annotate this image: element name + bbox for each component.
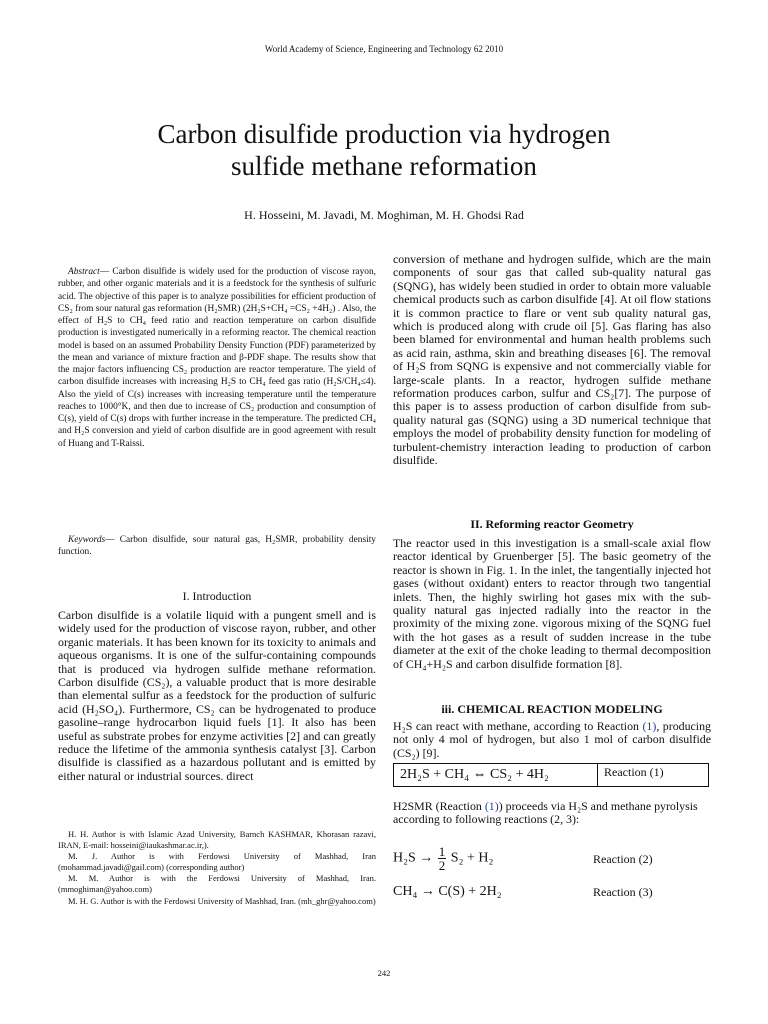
reaction-1-link[interactable]: (1) — [642, 719, 657, 733]
section-3-text-a: H₂S can react with methane, according to Reaction — [393, 719, 643, 733]
section-3-heading: iii. CHEMICAL REACTION MODELING — [441, 702, 663, 716]
title-line-1: Carbon disulfide production via hydrogen — [157, 119, 611, 149]
section-3-paragraph — [393, 720, 711, 760]
title-line-2: sulfide methane reformation — [231, 151, 537, 181]
section-3-text2-b: ) proceeds via H₂S and methane pyrolysis according to following reactions (2, 3): — [393, 799, 698, 827]
footnote: M. H. G. Author is with the Ferdowsi University of Mashhad, Iran. (mh_ghr@yahoo.com) — [68, 895, 376, 906]
abstract-label: Abstract — [68, 267, 100, 277]
reaction-1-equation: 2H₂S + CH₄ ⇔ CS₂ + 4H₂ — [394, 764, 598, 786]
keywords-label: Keywords — [68, 535, 106, 545]
section-3-text-b: , producing not only 4 mol of hydrogen, but also 1 mol of carbon disulfide (CS₂) [9]. — [393, 719, 711, 760]
reaction-1-link-2[interactable]: (1) — [484, 799, 499, 813]
journal-header: World Academy of Science, Engineering and Technology 62 2010 — [264, 44, 504, 54]
page-number: 242 — [377, 968, 391, 978]
reaction-1-box — [393, 763, 709, 787]
section-3-paragraph-2 — [393, 800, 711, 827]
footnote: M. J. Author is with Ferdowsi University of Mashhad, Iran (mohammad.javadi@gail.com) (corresponding author) — [58, 851, 376, 873]
keywords-text: — Carbon disulfide, sour natural gas, H₂SMR, probability density function. — [58, 535, 376, 558]
fraction-numerator: 1 — [438, 844, 446, 859]
author-list: H. Hosseini, M. Javadi, M. Moghiman, M. H. Ghodsi Rad — [244, 208, 524, 222]
intro-heading: I. Introduction — [182, 589, 252, 603]
reaction-2-lhs: H₂S → — [393, 850, 434, 866]
footnote: H. H. Author is with Islamic Azad University, Barnch KASHMAR, Khorasan razavi, IRAN, E-mail: hosseini@iaukashmar.ac.ir,). — [58, 829, 376, 851]
reaction-1-label: Reaction (1) — [604, 765, 664, 779]
section-3-text2-a: H2SMR (Reaction — [393, 799, 485, 813]
section-2-heading: II. Reforming reactor Geometry — [470, 517, 634, 531]
abstract-text: — Carbon disulfide is widely used for the production of viscose rayon, rubber, and other organic materials and it is a feedstock for the synthesis of sulfuric acid. The objective of this paper is to analyze possibilities for efficient production of CS₂ from sour natural gas reformation (H₂SMR) (2H₂S+CH₄ =CS₂ +4H₂) . Also, the effect of H₂S to CH₄ feed ratio and reaction temperature on carbon disulfide production is investigated numerically in a reforming reactor. The chemical reaction model is based on an assumed Probability Density Function (PDF) parameterized by the mean and variance of mixture fraction and β-PDF shape. The results show that the major factors influencing CS₂ production are reactor temperature. The yield of carbon disulfide increases with increasing H₂S to CH₄ feed gas ratio (H₂S/CH₄≤4). Also the yield of C(s) increases with increasing temperature until the temperature reaches to 1000°K, and then due to increase of CS₂ production and consumption of C(s), yield of C(s) drops with further increase in the temperature. The predicted CH₄ and H₂S conversion and yield of carbon disulfide are in good agreement with result of Huang and T-Raissi. — [58, 267, 376, 449]
abstract — [58, 266, 376, 450]
intro-paragraph: Carbon disulfide is a volatile liquid with a pungent smell and is widely used for the production of viscose rayon, rubber, and other organic materials. It has been known for its toxicity to animals and aqueous organisms. It is one of the sulfur-containing compounds that is produced via hydrogen sulfide methane reformation. Carbon disulfide (CS₂), a valuable product that is more desirable than elemental sulfur as a feedstock for the production of sulfuric acid (H₂SO₄). Furthermore, CS₂ can be hydrogenated to produce gasoline–range hydrocarbon liquid fuels [1]. It also has been useful as substrate probes for enzyme activities [2] and can greatly reduce the lifetime of the ammonia synthesis catalyst [3]. Carbon disulfide is classified as a hazardous pollutant and is emitted by either natural or industrial sources. direct — [58, 608, 376, 783]
author-footnotes — [58, 829, 376, 907]
reaction-3-equation: CH₄ → C(S) + 2H₂ — [393, 884, 502, 899]
paper-title — [60, 118, 708, 182]
reaction-3-row — [393, 884, 711, 900]
reaction-2-fraction — [438, 845, 447, 872]
reaction-2-label: Reaction (2) — [593, 852, 653, 866]
intro-continued-paragraph: conversion of methane and hydrogen sulfide, which are the main components of sour gas that called sub-quality natural gas (SQNG), has widely been studied in order to obtain more valuable chemical products such as carbon disulfide [4]. At oil flow stations it is common practice to flare or vent sub quality natural gas, which is produced along with crude oil [5]. Gas flaring has also been blamed for environmental and human health problems such as acid rain, asthma, skin and breathing diseases [6]. The removal of H₂S from SQNG is expensive and not commercially viable for large-scale plants. In a reactor, hydrogen sulfide methane reformation produces carbon, sulfur and CS₂[7]. The purpose of this paper is to assess production of carbon disulfide from sub-quality natural gas (SQNG) using a 3D numerical technique that employs the model of probability density function for modeling of turbulent-chemistry interaction leading to production of carbon disulfide. — [393, 252, 712, 468]
reaction-3-label: Reaction (3) — [593, 885, 653, 899]
reaction-2-rhs: S₂ + H₂ — [450, 850, 494, 866]
keywords — [58, 534, 376, 559]
section-2-paragraph: The reactor used in this investigation is a small-scale axial flow reactor identical by Gruenberger [5]. The basic geometry of the reactor is shown in Fig. 1. In the inlet, the tangentially injected hot gases (without oxidant) enters to reactor through two tangential inlets. Then, the highly swirling hot gases mix with the sub-quality natural gas injected radially into the reactor in the proximity of the mixing zone. vigorous mixing of the SQNG fuel with the hot gases as a result of sudden increase in the tube diameter at the exit of the choke leading to thermal decomposition of CH₄+H₂S and carbon disulfide formation [8]. — [393, 536, 711, 671]
fraction-denominator: 2 — [438, 858, 446, 873]
footnote: M. M. Author is with the Ferdowsi University of Mashhad, Iran. (mmoghiman@yahoo.com) — [58, 873, 376, 895]
reaction-2-row — [393, 845, 711, 872]
